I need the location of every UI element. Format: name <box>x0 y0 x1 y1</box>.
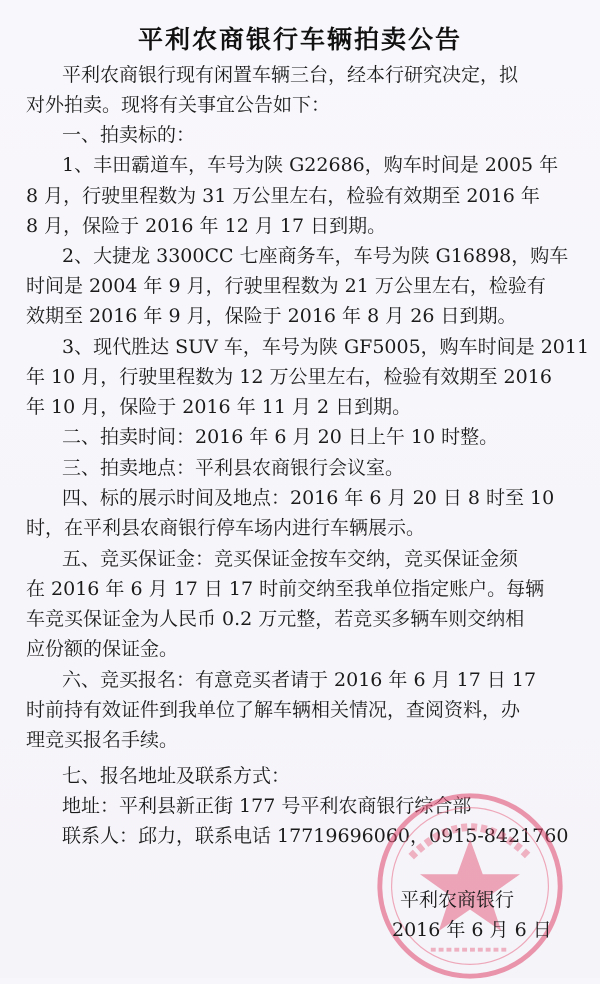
body-line: 8 月，保险于 2016 年 12 月 17 日到期。 <box>26 215 387 237</box>
body-line: 年 10 月，保险于 2016 年 11 月 2 日到期。 <box>26 396 412 418</box>
section-heading: 一、拍卖标的： <box>62 124 196 146</box>
body-line: 应份额的保证金。 <box>26 638 179 660</box>
section-heading: 四、标的展示时间及地点：2016 年 6 月 20 日 8 时至 10 <box>62 487 555 509</box>
section-heading: 七、报名地址及联系方式： <box>62 765 291 787</box>
body-line: 年 10 月，行驶里程数为 12 万公里左右，检验有效期至 2016 <box>26 366 552 388</box>
body-line: 平利农商银行现有闲置车辆三台，经本行研究决定，拟 <box>62 64 519 86</box>
body-line: 对外拍卖。现将有关事宜公告如下： <box>26 94 331 116</box>
body-line: 在 2016 年 6 月 17 日 17 时前交纳至我单位指定账户。每辆 <box>26 578 545 600</box>
body-line: 8 月，行驶里程数为 31 万公里左右，检验有效期至 2016 年 <box>26 185 540 207</box>
section-heading: 二、拍卖时间：2016 年 6 月 20 日上午 10 时整。 <box>62 426 499 448</box>
body-line: 时间是 2004 年 9 月，行驶里程数为 21 万公里左右，检验有 <box>26 275 546 297</box>
body-line: 1、丰田霸道车，车号为陕 G22686，购车时间是 2005 年 <box>62 154 559 176</box>
section-heading: 三、拍卖地点：平利县农商银行会议室。 <box>62 457 405 479</box>
body-line: 车竞买保证金为人民币 0.2 万元整，若竞买多辆车则交纳相 <box>26 608 525 630</box>
body-line: 时前持有效证件到我单位了解车辆相关情况，查阅资料，办 <box>26 699 521 721</box>
signature-date: 2016 年 6 月 6 日 <box>392 919 552 941</box>
section-heading: 五、竞买保证金：竞买保证金按车交纳，竞买保证金须 <box>62 548 519 570</box>
body-line: 理竞买报名手续。 <box>26 729 179 751</box>
section-heading: 六、竞买报名：有意竞买者请于 2016 年 6 月 17 日 17 <box>62 669 537 691</box>
body-line: 3、现代胜达 SUV 车，车号为陕 GF5005，购车时间是 2011 <box>62 336 590 358</box>
bank-seal-stamp <box>372 788 568 984</box>
body-line: 时，在平利县农商银行停车场内进行车辆展示。 <box>26 517 426 539</box>
signature-org: 平利农商银行 <box>400 889 515 911</box>
body-line: 效期至 2016 年 9 月，保险于 2016 年 8 月 26 日到期。 <box>26 305 517 327</box>
body-line: 2、大捷龙 3300CC 七座商务车，车号为陕 G16898，购车 <box>62 245 569 267</box>
contact-line: 联系人：邱力，联系电话 17719696060，0915-8421760 <box>62 825 569 847</box>
page-title: 平利农商银行车辆拍卖公告 <box>137 25 462 54</box>
address-line: 地址：平利县新正街 177 号平利农商银行综合部 <box>62 795 472 817</box>
